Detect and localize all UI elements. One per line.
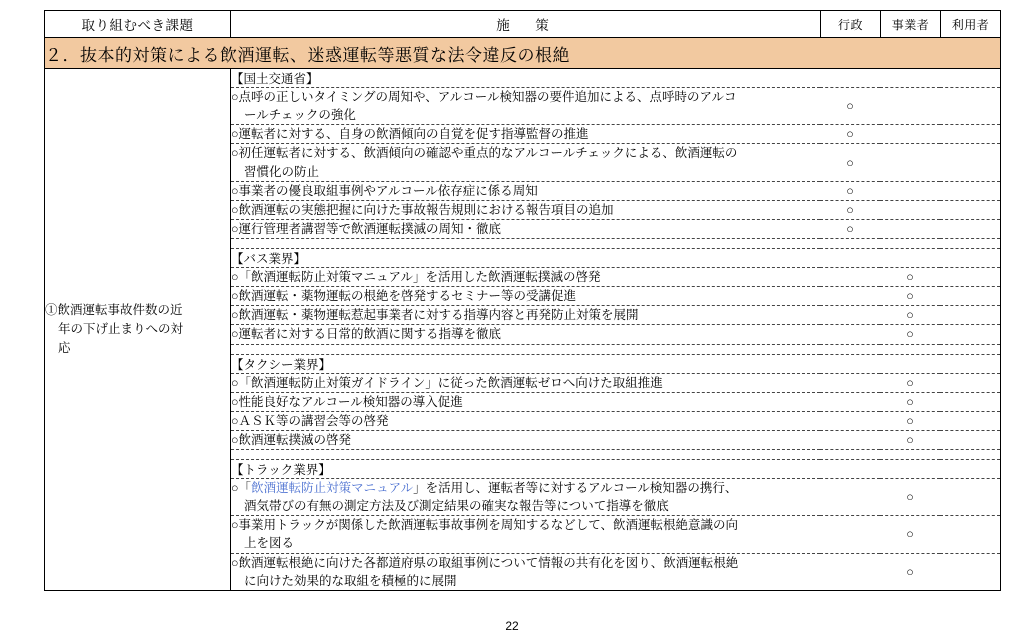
measure-text bbox=[231, 144, 820, 181]
jigyosha-mark bbox=[880, 144, 940, 181]
measures-table bbox=[44, 10, 1001, 591]
gyosei-mark bbox=[820, 516, 880, 553]
spacer-riyosha bbox=[940, 450, 1000, 460]
gyosei-mark bbox=[820, 411, 880, 430]
spacer-jigyosha bbox=[880, 450, 940, 460]
jigyosha-mark: ○ bbox=[880, 325, 940, 344]
table-row bbox=[231, 373, 1000, 392]
gyosei-mark bbox=[820, 479, 880, 516]
issue-line-2: 年の下げ止まりへの対 bbox=[58, 322, 184, 336]
riyosha-mark bbox=[940, 411, 1000, 430]
group-name: 【国土交通省】 bbox=[231, 69, 820, 88]
jigyosha-mark bbox=[880, 88, 940, 125]
page-number: 22 bbox=[505, 619, 519, 633]
measure-text bbox=[231, 553, 820, 590]
jigyosha-mark bbox=[880, 125, 940, 144]
group-gyosei-cell bbox=[820, 354, 880, 373]
riyosha-mark bbox=[940, 287, 1000, 306]
table-row bbox=[231, 219, 1000, 238]
jigyosha-mark bbox=[880, 200, 940, 219]
riyosha-mark bbox=[940, 219, 1000, 238]
table-row bbox=[231, 144, 1000, 181]
measure-line-2: に向けた効果的な取組を積極的に展開 bbox=[244, 573, 457, 588]
group-gyosei-cell bbox=[820, 460, 880, 479]
table-row bbox=[231, 181, 1000, 200]
group-gyosei-cell bbox=[820, 69, 880, 88]
measure-line-2: 習慣化の防止 bbox=[244, 164, 320, 179]
measure-line-2: 上を図る bbox=[244, 536, 295, 551]
gyosei-mark bbox=[820, 430, 880, 449]
measure-line-1: ○点呼の正しいタイミングの周知や、アルコール検知器の要件追加による、点呼時のアルコ bbox=[231, 90, 737, 104]
measures-inner-table bbox=[231, 69, 1000, 590]
measure-text: ○飲酒運転の実態把握に向けた事故報告規則における報告項目の追加 bbox=[231, 200, 820, 219]
content-row bbox=[45, 69, 1001, 591]
group-gyosei-cell bbox=[820, 249, 880, 268]
jigyosha-mark: ○ bbox=[880, 306, 940, 325]
header-jigyosha: 事業者 bbox=[881, 11, 941, 38]
section-band-row bbox=[45, 38, 1001, 69]
spacer-row bbox=[231, 450, 1000, 460]
measure-line-1: ○初任運転者に対する、飲酒傾向の確認や重点的なアルコールチェックによる、飲酒運転の bbox=[231, 146, 738, 161]
riyosha-mark bbox=[940, 88, 1000, 125]
group-name: 【トラック業界】 bbox=[231, 460, 820, 479]
table-row bbox=[231, 516, 1000, 553]
riyosha-mark bbox=[940, 306, 1000, 325]
spacer-jigyosha bbox=[880, 239, 940, 249]
section-title: ２．抜本的対策による飲酒運転、迷惑運転等悪質な法令違反の根絶 bbox=[45, 38, 1001, 69]
riyosha-mark bbox=[940, 325, 1000, 344]
measure-line-1: ○事業用トラックが関係した飲酒運転事故事例を周知するなどして、飲酒運転根絶意識の向 bbox=[231, 518, 739, 533]
spacer-cell bbox=[231, 450, 820, 460]
table-row bbox=[231, 392, 1000, 411]
group-riyosha-cell bbox=[940, 460, 1000, 479]
measure-line-2: ールチェックの強化 bbox=[244, 108, 356, 123]
measure-text: ○ＡＳＫ等の講習会等の啓発 bbox=[231, 411, 820, 430]
spacer-gyosei bbox=[820, 239, 880, 249]
gyosei-mark bbox=[820, 373, 880, 392]
spacer-gyosei bbox=[820, 344, 880, 354]
group-jigyosha-cell bbox=[880, 69, 940, 88]
header-gyosei: 行政 bbox=[821, 11, 881, 38]
group-riyosha-cell bbox=[940, 354, 1000, 373]
measure-text: ○飲酒運転・薬物運転惹起事業者に対する指導内容と再発防止対策を展開 bbox=[231, 306, 820, 325]
spacer-jigyosha bbox=[880, 344, 940, 354]
table-row bbox=[231, 125, 1000, 144]
riyosha-mark bbox=[940, 268, 1000, 287]
measure-text: ○運転者に対する日常的飲酒に関する指導を徹底 bbox=[231, 325, 820, 344]
measure-link[interactable]: 飲酒運転防止対策マニュアル bbox=[251, 481, 414, 495]
group-riyosha-cell bbox=[940, 249, 1000, 268]
riyosha-mark bbox=[940, 181, 1000, 200]
header-riyosha: 利用者 bbox=[941, 11, 1001, 38]
gyosei-mark bbox=[820, 306, 880, 325]
riyosha-mark bbox=[940, 430, 1000, 449]
group-header-row bbox=[231, 460, 1000, 479]
riyosha-mark bbox=[940, 144, 1000, 181]
spacer-gyosei bbox=[820, 450, 880, 460]
measure-text: ○飲酒運転・薬物運転の根絶を啓発するセミナー等の受講促進 bbox=[231, 287, 820, 306]
table-row bbox=[231, 88, 1000, 125]
measure-text: ○「飲酒運転防止対策ガイドライン」に従った飲酒運転ゼロへ向けた取組推進 bbox=[231, 373, 820, 392]
riyosha-mark bbox=[940, 516, 1000, 553]
table-row bbox=[231, 287, 1000, 306]
spacer-riyosha bbox=[940, 239, 1000, 249]
jigyosha-mark: ○ bbox=[880, 268, 940, 287]
table-row bbox=[231, 268, 1000, 287]
gyosei-mark: ○ bbox=[820, 144, 880, 181]
table-row bbox=[231, 430, 1000, 449]
jigyosha-mark bbox=[880, 219, 940, 238]
gyosei-mark bbox=[820, 325, 880, 344]
gyosei-mark: ○ bbox=[820, 219, 880, 238]
jigyosha-mark: ○ bbox=[880, 411, 940, 430]
measures-cell bbox=[231, 69, 1001, 591]
issue-line-1: ①飲酒運転事故件数の近 bbox=[45, 303, 183, 318]
measure-text bbox=[231, 88, 820, 125]
document-page bbox=[44, 10, 1000, 591]
measure-text: ○性能良好なアルコール検知器の導入促進 bbox=[231, 392, 820, 411]
riyosha-mark bbox=[940, 392, 1000, 411]
table-header-row bbox=[45, 11, 1001, 38]
gyosei-mark: ○ bbox=[820, 200, 880, 219]
jigyosha-mark: ○ bbox=[880, 373, 940, 392]
jigyosha-mark: ○ bbox=[880, 392, 940, 411]
table-row bbox=[231, 200, 1000, 219]
measure-text: ○「飲酒運転防止対策マニュアル」を活用した飲酒運転撲滅の啓発 bbox=[231, 268, 820, 287]
measure-text: ○運転者に対する、自身の飲酒傾向の自覚を促す指導監督の推進 bbox=[231, 125, 820, 144]
measure-text bbox=[231, 479, 820, 516]
measure-text: ○事業者の優良取組事例やアルコール依存症に係る周知 bbox=[231, 181, 820, 200]
group-jigyosha-cell bbox=[880, 460, 940, 479]
jigyosha-mark: ○ bbox=[880, 430, 940, 449]
jigyosha-mark: ○ bbox=[880, 516, 940, 553]
jigyosha-mark: ○ bbox=[880, 287, 940, 306]
group-name: 【タクシー業界】 bbox=[231, 354, 820, 373]
riyosha-mark bbox=[940, 553, 1000, 590]
table-row bbox=[231, 411, 1000, 430]
measure-line-1: ○飲酒運転根絶に向けた各都道府県の取組事例について情報の共有化を図り、飲酒運転根絶 bbox=[231, 555, 739, 570]
group-jigyosha-cell bbox=[880, 249, 940, 268]
spacer-row bbox=[231, 239, 1000, 249]
gyosei-mark bbox=[820, 268, 880, 287]
riyosha-mark bbox=[940, 479, 1000, 516]
issue-line-3: 応 bbox=[58, 340, 71, 355]
header-measure: 施 策 bbox=[231, 11, 821, 38]
riyosha-mark bbox=[940, 373, 1000, 392]
gyosei-mark bbox=[820, 287, 880, 306]
jigyosha-mark: ○ bbox=[906, 564, 914, 579]
group-header-row bbox=[231, 69, 1000, 88]
gyosei-mark: ○ bbox=[820, 181, 880, 200]
measure-line-1-pre: ○「 bbox=[231, 481, 252, 495]
gyosei-mark bbox=[820, 553, 880, 590]
measure-line-2: 酒気帯びの有無の測定方法及び測定結果の確実な報告等について指導を徹底 bbox=[244, 499, 669, 514]
group-header-row bbox=[231, 354, 1000, 373]
measure-text: ○運行管理者講習等で飲酒運転撲滅の周知・徹底 bbox=[231, 219, 820, 238]
spacer-row bbox=[231, 344, 1000, 354]
measure-text: ○飲酒運転撲滅の啓発 bbox=[231, 430, 820, 449]
group-name: 【バス業界】 bbox=[231, 249, 820, 268]
group-jigyosha-cell bbox=[880, 354, 940, 373]
jigyosha-mark: ○ bbox=[880, 479, 940, 516]
table-row bbox=[231, 325, 1000, 344]
issue-cell bbox=[45, 69, 231, 591]
jigyosha-mark bbox=[880, 181, 940, 200]
riyosha-mark bbox=[940, 200, 1000, 219]
gyosei-mark: ○ bbox=[820, 88, 880, 125]
table-row bbox=[231, 306, 1000, 325]
spacer-cell bbox=[231, 239, 820, 249]
group-riyosha-cell bbox=[940, 69, 1000, 88]
header-issue: 取り組むべき課題 bbox=[45, 11, 231, 38]
table-row bbox=[231, 553, 1000, 590]
gyosei-mark bbox=[820, 392, 880, 411]
spacer-cell bbox=[231, 344, 820, 354]
table-row bbox=[231, 479, 1000, 516]
riyosha-mark bbox=[940, 125, 1000, 144]
group-header-row bbox=[231, 249, 1000, 268]
gyosei-mark: ○ bbox=[820, 125, 880, 144]
measure-line-1-post: 」を活用し、運転者等に対するアルコール検知器の携行、 bbox=[413, 481, 738, 495]
measure-text bbox=[231, 516, 820, 553]
spacer-riyosha bbox=[940, 344, 1000, 354]
